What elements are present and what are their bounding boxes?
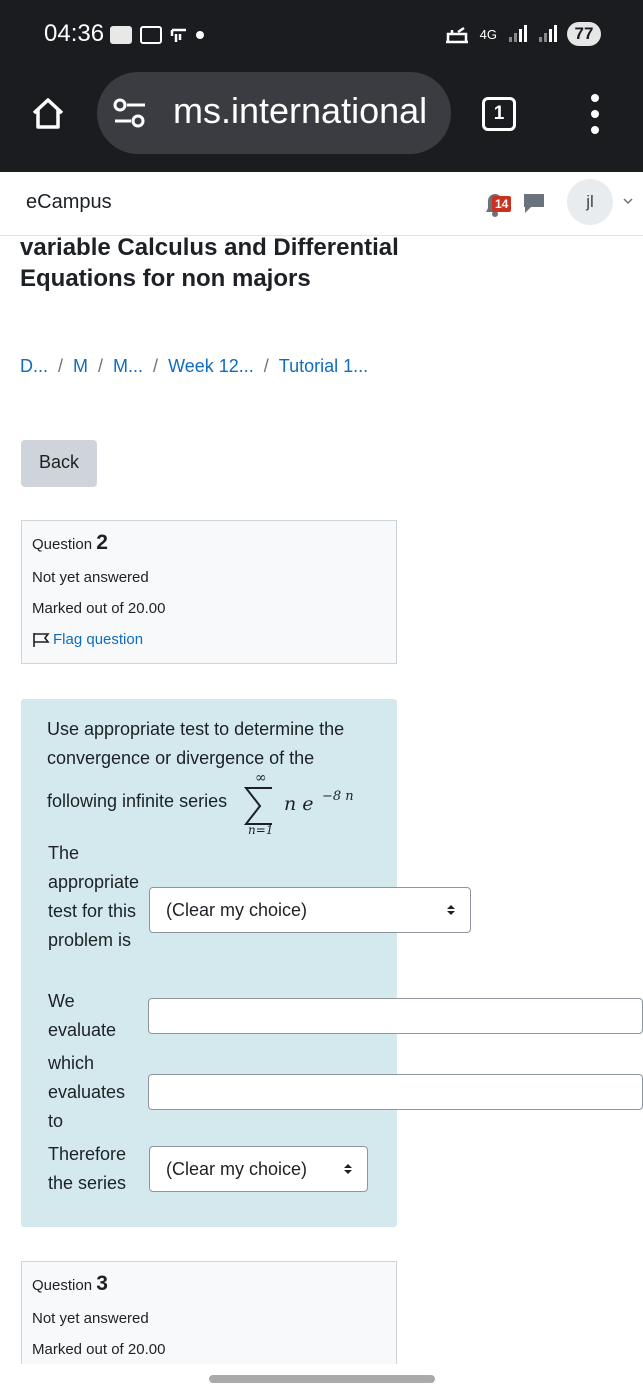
breadcrumb bbox=[20, 356, 368, 377]
site-settings-icon[interactable] bbox=[113, 97, 147, 129]
question-marks: Marked out of 20.00 bbox=[32, 1341, 166, 1358]
breadcrumb-separator: / bbox=[58, 356, 64, 376]
status-bar bbox=[0, 0, 643, 72]
flag-question-link[interactable] bbox=[32, 631, 386, 648]
hotspot-icon bbox=[444, 24, 470, 44]
address-bar[interactable] bbox=[97, 72, 451, 154]
select-arrows-icon bbox=[446, 903, 456, 917]
sigma-symbol bbox=[246, 788, 272, 824]
home-icon[interactable] bbox=[30, 96, 66, 132]
test-select-value: (Clear my choice) bbox=[166, 900, 308, 920]
signal-icon-2 bbox=[537, 25, 557, 43]
back-button[interactable]: Back bbox=[21, 440, 97, 487]
notification-icons bbox=[110, 26, 204, 44]
breadcrumb-separator: / bbox=[263, 356, 269, 376]
more-notifications-dot bbox=[196, 31, 204, 39]
evaluate-label: We evaluate bbox=[48, 991, 117, 1040]
series-upper-limit: ∞ bbox=[255, 770, 267, 786]
therefore-label: Therefore the series bbox=[48, 1144, 127, 1193]
flag-question-label: Flag question bbox=[53, 631, 144, 648]
status-time: 04:36 bbox=[44, 20, 105, 47]
breadcrumb-item[interactable]: Tutorial 1... bbox=[278, 356, 369, 376]
site-navbar bbox=[0, 172, 643, 236]
series-prefix: following infinite series bbox=[47, 791, 228, 811]
breadcrumb-item[interactable]: M... bbox=[113, 356, 144, 376]
breadcrumb-separator: / bbox=[153, 356, 159, 376]
page-title: variable Calculus and Differential Equations for non majors bbox=[20, 234, 399, 292]
battery-indicator: 77 bbox=[567, 22, 601, 46]
status-right bbox=[444, 22, 601, 46]
browser-chrome bbox=[0, 0, 643, 172]
user-avatar[interactable]: jl bbox=[567, 179, 613, 225]
question-info-3 bbox=[21, 1261, 397, 1364]
network-type: 4G bbox=[479, 26, 497, 42]
flag-icon bbox=[32, 632, 50, 648]
select-arrows-icon bbox=[343, 1162, 353, 1176]
browser-menu-icon[interactable] bbox=[588, 94, 602, 134]
url-bar bbox=[0, 72, 643, 172]
signal-icon bbox=[507, 25, 527, 43]
question-prompt: Use appropriate test to determine the convergence or divergence of the bbox=[47, 719, 345, 768]
question-state: Not yet answered bbox=[32, 569, 149, 586]
test-select[interactable] bbox=[149, 887, 471, 933]
series-exponent: −8 n bbox=[322, 789, 354, 804]
evaluates-to-label: which evaluates to bbox=[48, 1053, 126, 1131]
url-text: ms.international bbox=[173, 90, 428, 131]
cast-icon bbox=[170, 26, 188, 44]
test-label: The appropriate test for this problem is bbox=[48, 843, 140, 950]
question-info-2 bbox=[21, 520, 397, 664]
breadcrumb-item[interactable]: M bbox=[73, 356, 89, 376]
tab-switcher-button[interactable]: 1 bbox=[482, 97, 516, 131]
conclusion-select-value: (Clear my choice) bbox=[166, 1159, 308, 1179]
site-brand[interactable]: eCampus bbox=[26, 191, 112, 213]
evaluate-input[interactable] bbox=[148, 998, 643, 1034]
breadcrumb-item[interactable]: Week 12... bbox=[168, 356, 254, 376]
question-number: Question 2 bbox=[32, 531, 108, 554]
breadcrumb-item[interactable]: D... bbox=[20, 356, 49, 376]
question-marks: Marked out of 20.00 bbox=[32, 600, 166, 617]
conclusion-select[interactable] bbox=[149, 1146, 368, 1192]
question-number: Question 3 bbox=[32, 1272, 108, 1295]
chevron-down-icon[interactable] bbox=[622, 195, 634, 207]
series-lower-limit: n=1 bbox=[248, 823, 274, 837]
gesture-home-bar[interactable] bbox=[209, 1375, 435, 1383]
app-notification-icon bbox=[110, 26, 132, 44]
series-term: n e bbox=[284, 793, 314, 815]
evaluates-to-input[interactable] bbox=[148, 1074, 643, 1110]
series-formula bbox=[242, 770, 362, 840]
breadcrumb-separator: / bbox=[98, 356, 104, 376]
messages-icon[interactable] bbox=[522, 192, 546, 214]
question-state: Not yet answered bbox=[32, 1310, 149, 1327]
notification-count-badge: 14 bbox=[492, 196, 511, 212]
screenshot-icon bbox=[140, 26, 162, 44]
